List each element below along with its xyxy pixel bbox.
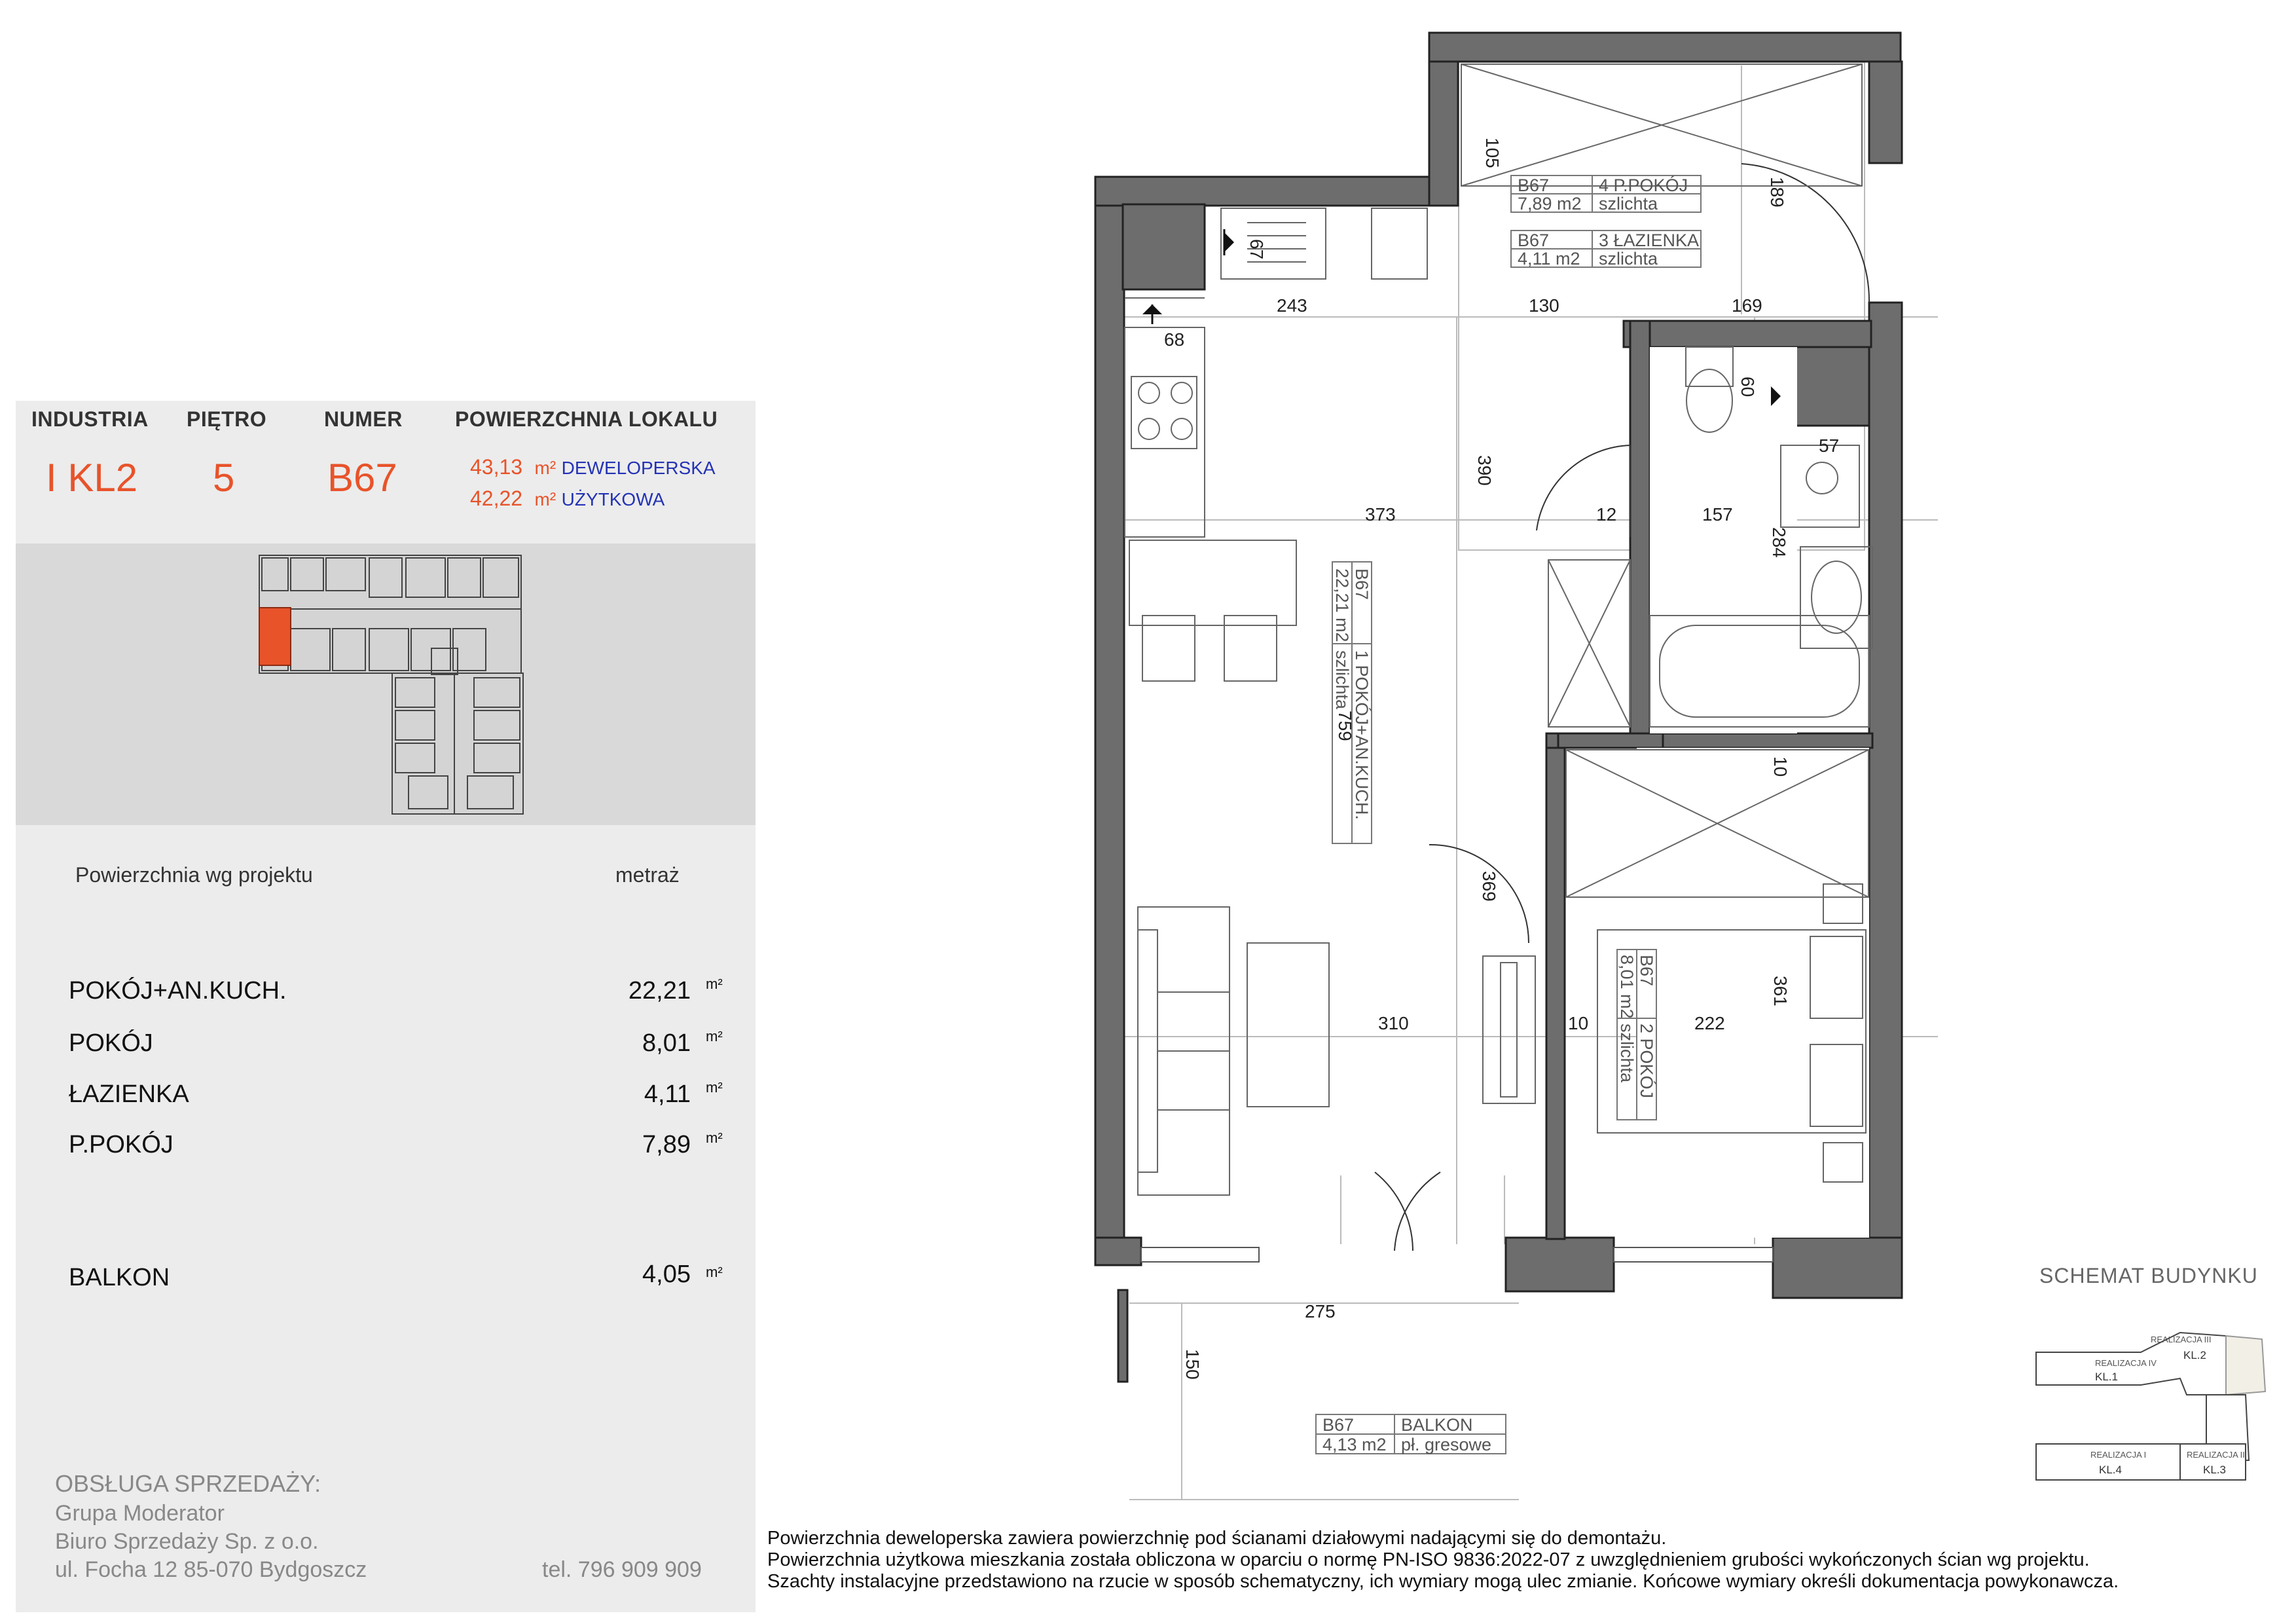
area-developer-label: DEWELOPERSKA [561,458,716,478]
investment-value: I KL2 [46,456,138,500]
svg-text:10: 10 [1770,756,1791,777]
balcony-name: BALKON [1401,1415,1473,1435]
row-balcony-value: 4,05 [642,1261,691,1288]
svg-text:10: 10 [1568,1013,1589,1033]
table-header-left: Powierzchnia wg projektu [75,863,313,887]
row-hall-value: 7,89 [642,1131,691,1158]
row-room-unit: m² [706,1028,723,1044]
row-bath-unit: m² [706,1079,723,1096]
kl4-label: KL.4 [2099,1464,2122,1476]
living-area: 22,21 m2 [1332,568,1352,642]
investment-header: INDUSTRIA [31,407,149,431]
svg-text:390: 390 [1474,455,1495,486]
svg-text:284: 284 [1769,527,1789,558]
svg-text:275: 275 [1305,1301,1336,1321]
area-usable-label: UŻYTKOWA [561,489,665,509]
kl1-label: KL.1 [2095,1371,2118,1383]
svg-text:373: 373 [1365,504,1396,525]
bath-code: B67 [1518,231,1550,250]
row-balcony-name: BALKON [69,1264,170,1291]
balcony-area: 4,13 m2 [1322,1435,1387,1454]
svg-text:310: 310 [1378,1013,1409,1033]
svg-text:130: 130 [1529,295,1559,316]
svg-text:222: 222 [1694,1013,1725,1033]
row-hall-name: P.POKÓJ [69,1131,173,1158]
floor-header: PIĘTRO [187,407,267,431]
bedroom-name: 2 POKÓJ [1637,1024,1656,1099]
svg-text:361: 361 [1770,976,1791,1006]
bath-finish: szlichta [1599,249,1658,268]
area-developer-value: 43,13 [470,455,523,479]
shaft-arrow-icon [1224,232,1234,252]
row-living-name: POKÓJ+AN.KUCH. [69,977,287,1005]
svg-text:157: 157 [1702,504,1733,525]
sales-line1: Grupa Moderator [55,1501,225,1526]
row-room-name: POKÓJ [69,1029,153,1057]
area-header: POWIERZCHNIA LOKALU [455,407,718,431]
number-header: NUMER [324,407,403,431]
row-living-value: 22,21 [628,977,691,1005]
living-name: 1 POKÓJ+AN.KUCH. [1352,650,1372,820]
svg-text:12: 12 [1596,504,1617,525]
kl4-realization: REALIZACJA I [2090,1450,2147,1460]
svg-text:67: 67 [1247,239,1267,260]
kl1-realization: REALIZACJA IV [2095,1358,2157,1368]
row-bath-name: ŁAZIENKA [69,1080,189,1108]
svg-text:169: 169 [1732,295,1762,316]
kl3-label: KL.3 [2203,1464,2226,1476]
schema-title: SCHEMAT BUDYNKU [2039,1264,2258,1287]
bath-area: 4,11 m2 [1518,249,1580,268]
living-code: B67 [1352,568,1372,600]
hall-name: 4 P.POKÓJ [1599,175,1688,195]
hall-finish: szlichta [1599,194,1658,213]
area-usable-value: 42,22 [470,487,523,510]
living-finish: szlichta [1332,650,1352,710]
sales-title: OBSŁUGA SPRZEDAŻY: [55,1470,321,1497]
building-schema [2030,1316,2291,1493]
sales-phone[interactable]: tel. 796 909 909 [542,1557,702,1582]
note-line-2: Powierzchnia użytkowa mieszkania została obliczona w oparciu o normę PN-ISO 9836:2022-07 z uwzględnieniem grubości wykończonych ścian wg projektu. [767,1549,2090,1570]
note-line-3: Szachty instalacyjne przedstawiono na rzucie w sposób schematyczny, ich wymiary mogą ulec zmianie. Końcowe wymiary określi dokumentacja powykonawcza. [767,1571,2119,1592]
row-balcony-unit: m² [706,1264,723,1280]
area-developer-unit: m² [534,458,556,478]
floor-value: 5 [213,456,235,500]
svg-text:150: 150 [1182,1349,1203,1380]
svg-text:68: 68 [1164,329,1185,350]
number-value: B67 [327,456,397,500]
hall-code: B67 [1518,175,1550,195]
svg-text:189: 189 [1767,177,1787,208]
sales-line3: ul. Focha 12 85-070 Bydgoszcz [55,1557,367,1582]
balcony-code: B67 [1322,1415,1355,1435]
bedroom-finish: szlichta [1617,1024,1637,1083]
kl2-label: KL.2 [2183,1349,2206,1361]
bath-name: 3 ŁAZIENKA [1599,231,1700,250]
row-bath-value: 4,11 [644,1080,691,1108]
svg-text:105: 105 [1482,138,1503,168]
kl3-realization: REALIZACJA II [2187,1450,2245,1460]
kl2-realization: REALIZACJA III [2151,1335,2212,1344]
row-room-value: 8,01 [642,1029,691,1057]
balcony-finish: pł. gresowe [1401,1435,1492,1454]
row-living-unit: m² [706,976,723,992]
bedroom-area: 8,01 m2 [1617,955,1637,1019]
svg-text:369: 369 [1479,871,1499,902]
area-usable-unit: m² [534,489,556,509]
svg-text:60: 60 [1738,377,1758,397]
svg-text:243: 243 [1277,295,1307,316]
note-line-1: Powierzchnia deweloperska zawiera powierzchnię pod ścianami działowymi nadającymi się do demontażu. [767,1528,1667,1549]
row-hall-unit: m² [706,1130,723,1146]
bedroom-code: B67 [1637,955,1656,987]
sales-line2: Biuro Sprzedaży Sp. z o.o. [55,1529,319,1554]
table-header-right: metraż [615,863,680,887]
svg-text:759: 759 [1335,710,1355,741]
hall-area: 7,89 m2 [1518,194,1582,213]
svg-text:57: 57 [1819,435,1840,456]
